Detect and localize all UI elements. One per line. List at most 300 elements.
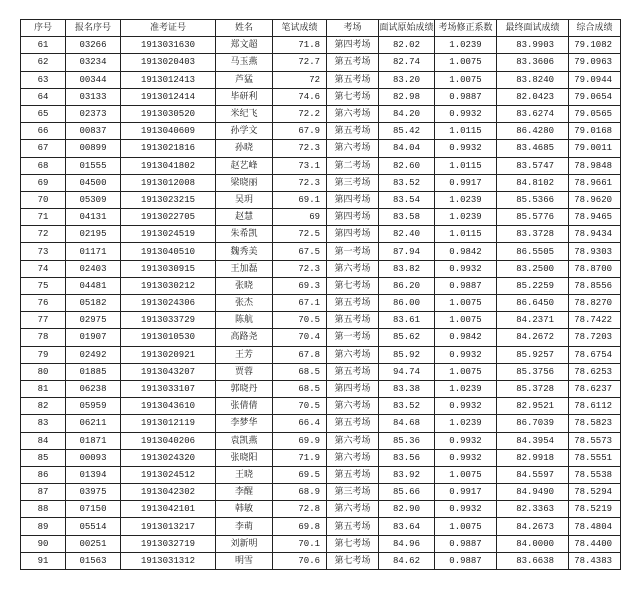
cell-total-score: 78.8700 — [569, 260, 621, 277]
cell-exam-id: 1913043610 — [121, 398, 216, 415]
cell-total-score: 78.9848 — [569, 157, 621, 174]
cell-reg-no: 01885 — [66, 363, 121, 380]
cell-raw-interview: 84.68 — [379, 415, 435, 432]
cell-room-coefficient: 0.9932 — [435, 260, 497, 277]
cell-written-score: 70.5 — [273, 312, 327, 329]
cell-total-score: 78.5219 — [569, 501, 621, 518]
cell-exam-id: 1913031312 — [121, 552, 216, 569]
cell-seq: 79 — [21, 346, 66, 363]
cell-total-score: 78.5294 — [569, 484, 621, 501]
cell-exam-room: 第五考场 — [327, 54, 379, 71]
cell-room-coefficient: 1.0075 — [435, 363, 497, 380]
cell-total-score: 78.9303 — [569, 243, 621, 260]
cell-exam-room: 第五考场 — [327, 363, 379, 380]
cell-raw-interview: 83.92 — [379, 466, 435, 483]
cell-written-score: 70.6 — [273, 552, 327, 569]
cell-name: 赵慧 — [216, 209, 273, 226]
cell-reg-no: 03133 — [66, 88, 121, 105]
cell-raw-interview: 87.94 — [379, 243, 435, 260]
cell-name: 刘新明 — [216, 535, 273, 552]
cell-exam-id: 1913032719 — [121, 535, 216, 552]
cell-room-coefficient: 1.0239 — [435, 37, 497, 54]
cell-exam-room: 第六考场 — [327, 449, 379, 466]
cell-raw-interview: 85.36 — [379, 432, 435, 449]
cell-raw-interview: 83.52 — [379, 174, 435, 191]
cell-total-score: 78.6112 — [569, 398, 621, 415]
header-final-interview: 最终面试成绩 — [497, 20, 569, 37]
cell-exam-room: 第六考场 — [327, 105, 379, 122]
cell-written-score: 72.8 — [273, 501, 327, 518]
cell-exam-room: 第五考场 — [327, 312, 379, 329]
cell-exam-room: 第五考场 — [327, 295, 379, 312]
cell-name: 张杰 — [216, 295, 273, 312]
cell-exam-id: 1913042302 — [121, 484, 216, 501]
cell-raw-interview: 83.56 — [379, 449, 435, 466]
cell-seq: 62 — [21, 54, 66, 71]
cell-exam-room: 第六考场 — [327, 398, 379, 415]
cell-reg-no: 05514 — [66, 518, 121, 535]
table-row — [21, 243, 621, 260]
header-seq: 序号 — [21, 20, 66, 37]
cell-exam-room: 第六考场 — [327, 346, 379, 363]
cell-final-interview: 84.9490 — [497, 484, 569, 501]
cell-exam-id: 1913040609 — [121, 123, 216, 140]
cell-written-score: 70.5 — [273, 398, 327, 415]
cell-total-score: 79.0944 — [569, 71, 621, 88]
cell-exam-room: 第七考场 — [327, 535, 379, 552]
cell-raw-interview: 82.90 — [379, 501, 435, 518]
cell-seq: 70 — [21, 191, 66, 208]
table-row — [21, 88, 621, 105]
cell-name: 李醒 — [216, 484, 273, 501]
cell-total-score: 79.0011 — [569, 140, 621, 157]
cell-exam-id: 1913030212 — [121, 277, 216, 294]
cell-seq: 75 — [21, 277, 66, 294]
cell-name: 郑文超 — [216, 37, 273, 54]
cell-raw-interview: 84.62 — [379, 552, 435, 569]
cell-seq: 71 — [21, 209, 66, 226]
cell-reg-no: 01171 — [66, 243, 121, 260]
cell-room-coefficient: 0.9917 — [435, 174, 497, 191]
header-exam-id: 准考证号 — [121, 20, 216, 37]
cell-name: 赵艺峰 — [216, 157, 273, 174]
cell-reg-no: 00899 — [66, 140, 121, 157]
cell-room-coefficient: 1.0239 — [435, 415, 497, 432]
table-row — [21, 209, 621, 226]
cell-name: 陈航 — [216, 312, 273, 329]
cell-written-score: 72.7 — [273, 54, 327, 71]
cell-final-interview: 83.3728 — [497, 226, 569, 243]
cell-final-interview: 86.6450 — [497, 295, 569, 312]
table-row — [21, 140, 621, 157]
cell-final-interview: 82.9918 — [497, 449, 569, 466]
cell-exam-id: 1913031630 — [121, 37, 216, 54]
cell-total-score: 78.8270 — [569, 295, 621, 312]
cell-seq: 76 — [21, 295, 66, 312]
cell-raw-interview: 83.20 — [379, 71, 435, 88]
table-row — [21, 449, 621, 466]
cell-room-coefficient: 0.9887 — [435, 552, 497, 569]
table-row — [21, 226, 621, 243]
cell-room-coefficient: 0.9917 — [435, 484, 497, 501]
cell-final-interview: 83.8240 — [497, 71, 569, 88]
cell-seq: 74 — [21, 260, 66, 277]
cell-room-coefficient: 0.9932 — [435, 449, 497, 466]
cell-reg-no: 02975 — [66, 312, 121, 329]
cell-total-score: 78.5551 — [569, 449, 621, 466]
cell-seq: 63 — [21, 71, 66, 88]
cell-room-coefficient: 1.0075 — [435, 312, 497, 329]
cell-exam-room: 第五考场 — [327, 415, 379, 432]
cell-written-score: 72 — [273, 71, 327, 88]
cell-room-coefficient: 1.0075 — [435, 518, 497, 535]
cell-exam-room: 第六考场 — [327, 260, 379, 277]
cell-exam-id: 1913012008 — [121, 174, 216, 191]
cell-room-coefficient: 0.9932 — [435, 501, 497, 518]
cell-raw-interview: 85.42 — [379, 123, 435, 140]
cell-total-score: 78.7422 — [569, 312, 621, 329]
cell-final-interview: 86.5505 — [497, 243, 569, 260]
cell-room-coefficient: 0.9932 — [435, 432, 497, 449]
table-row — [21, 466, 621, 483]
cell-reg-no: 04500 — [66, 174, 121, 191]
cell-final-interview: 84.0000 — [497, 535, 569, 552]
cell-written-score: 70.1 — [273, 535, 327, 552]
cell-written-score: 68.9 — [273, 484, 327, 501]
cell-exam-id: 1913040206 — [121, 432, 216, 449]
cell-total-score: 78.6754 — [569, 346, 621, 363]
cell-reg-no: 05309 — [66, 191, 121, 208]
cell-raw-interview: 82.98 — [379, 88, 435, 105]
cell-seq: 82 — [21, 398, 66, 415]
cell-name: 张倩倩 — [216, 398, 273, 415]
cell-raw-interview: 83.54 — [379, 191, 435, 208]
cell-exam-room: 第一考场 — [327, 243, 379, 260]
cell-written-score: 69 — [273, 209, 327, 226]
cell-total-score: 78.6253 — [569, 363, 621, 380]
table-row — [21, 191, 621, 208]
cell-raw-interview: 85.66 — [379, 484, 435, 501]
cell-exam-id: 1913013217 — [121, 518, 216, 535]
score-table — [20, 19, 621, 570]
cell-total-score: 79.0963 — [569, 54, 621, 71]
cell-final-interview: 85.5776 — [497, 209, 569, 226]
cell-exam-room: 第四考场 — [327, 191, 379, 208]
cell-exam-id: 1913030520 — [121, 105, 216, 122]
cell-exam-id: 1913043207 — [121, 363, 216, 380]
cell-exam-room: 第一考场 — [327, 329, 379, 346]
cell-reg-no: 05959 — [66, 398, 121, 415]
cell-room-coefficient: 1.0075 — [435, 71, 497, 88]
cell-written-score: 72.5 — [273, 226, 327, 243]
cell-exam-room: 第五考场 — [327, 123, 379, 140]
cell-room-coefficient: 1.0075 — [435, 54, 497, 71]
cell-name: 毕研利 — [216, 88, 273, 105]
cell-total-score: 78.9661 — [569, 174, 621, 191]
header-reg-no: 报名序号 — [66, 20, 121, 37]
cell-reg-no: 02403 — [66, 260, 121, 277]
cell-total-score: 78.5573 — [569, 432, 621, 449]
cell-reg-no: 03975 — [66, 484, 121, 501]
cell-exam-room: 第四考场 — [327, 380, 379, 397]
cell-name: 梁晓丽 — [216, 174, 273, 191]
cell-name: 王加磊 — [216, 260, 273, 277]
cell-reg-no: 05182 — [66, 295, 121, 312]
cell-raw-interview: 94.74 — [379, 363, 435, 380]
cell-seq: 69 — [21, 174, 66, 191]
cell-seq: 78 — [21, 329, 66, 346]
cell-written-score: 73.1 — [273, 157, 327, 174]
cell-name: 张晓 — [216, 277, 273, 294]
cell-total-score: 78.4400 — [569, 535, 621, 552]
cell-exam-room: 第五考场 — [327, 518, 379, 535]
cell-name: 魏秀美 — [216, 243, 273, 260]
cell-exam-room: 第五考场 — [327, 71, 379, 88]
cell-exam-id: 1913024306 — [121, 295, 216, 312]
cell-reg-no: 01555 — [66, 157, 121, 174]
cell-seq: 77 — [21, 312, 66, 329]
table-row — [21, 535, 621, 552]
cell-final-interview: 84.2672 — [497, 329, 569, 346]
cell-exam-room: 第三考场 — [327, 174, 379, 191]
table-row — [21, 295, 621, 312]
cell-name: 吴玥 — [216, 191, 273, 208]
cell-written-score: 67.9 — [273, 123, 327, 140]
cell-name: 袁凯燕 — [216, 432, 273, 449]
cell-written-score: 71.8 — [273, 37, 327, 54]
table-row — [21, 552, 621, 569]
cell-room-coefficient: 1.0239 — [435, 191, 497, 208]
cell-written-score: 69.8 — [273, 518, 327, 535]
cell-raw-interview: 83.64 — [379, 518, 435, 535]
cell-room-coefficient: 0.9842 — [435, 243, 497, 260]
cell-exam-id: 1913012119 — [121, 415, 216, 432]
table-row — [21, 71, 621, 88]
table-row — [21, 329, 621, 346]
cell-exam-id: 1913020921 — [121, 346, 216, 363]
cell-total-score: 78.5823 — [569, 415, 621, 432]
cell-written-score: 72.3 — [273, 260, 327, 277]
results-document — [20, 19, 620, 570]
cell-final-interview: 84.2371 — [497, 312, 569, 329]
cell-seq: 61 — [21, 37, 66, 54]
cell-final-interview: 83.6274 — [497, 105, 569, 122]
cell-room-coefficient: 1.0239 — [435, 380, 497, 397]
cell-final-interview: 84.8102 — [497, 174, 569, 191]
table-row — [21, 484, 621, 501]
cell-exam-id: 1913022705 — [121, 209, 216, 226]
cell-seq: 87 — [21, 484, 66, 501]
cell-total-score: 78.4383 — [569, 552, 621, 569]
cell-room-coefficient: 0.9932 — [435, 140, 497, 157]
cell-seq: 88 — [21, 501, 66, 518]
cell-exam-id: 1913024519 — [121, 226, 216, 243]
cell-raw-interview: 83.38 — [379, 380, 435, 397]
cell-total-score: 79.1082 — [569, 37, 621, 54]
cell-seq: 85 — [21, 449, 66, 466]
cell-name: 郭晓丹 — [216, 380, 273, 397]
cell-total-score: 78.9465 — [569, 209, 621, 226]
table-row — [21, 37, 621, 54]
cell-name: 王晓 — [216, 466, 273, 483]
cell-seq: 68 — [21, 157, 66, 174]
cell-reg-no: 01871 — [66, 432, 121, 449]
cell-exam-room: 第五考场 — [327, 466, 379, 483]
cell-final-interview: 82.0423 — [497, 88, 569, 105]
cell-seq: 89 — [21, 518, 66, 535]
cell-exam-room: 第七考场 — [327, 88, 379, 105]
cell-exam-id: 1913024320 — [121, 449, 216, 466]
cell-room-coefficient: 0.9887 — [435, 277, 497, 294]
cell-exam-id: 1913033107 — [121, 380, 216, 397]
cell-written-score: 68.5 — [273, 380, 327, 397]
cell-final-interview: 82.9521 — [497, 398, 569, 415]
cell-exam-id: 1913040510 — [121, 243, 216, 260]
cell-written-score: 67.1 — [273, 295, 327, 312]
cell-exam-room: 第四考场 — [327, 209, 379, 226]
cell-raw-interview: 82.40 — [379, 226, 435, 243]
cell-name: 孙晓 — [216, 140, 273, 157]
table-row — [21, 363, 621, 380]
cell-raw-interview: 84.96 — [379, 535, 435, 552]
cell-room-coefficient: 1.0075 — [435, 295, 497, 312]
cell-seq: 90 — [21, 535, 66, 552]
cell-room-coefficient: 0.9887 — [435, 88, 497, 105]
cell-reg-no: 00344 — [66, 71, 121, 88]
cell-exam-id: 1913010530 — [121, 329, 216, 346]
header-written-score: 笔试成绩 — [273, 20, 327, 37]
cell-raw-interview: 82.60 — [379, 157, 435, 174]
cell-name: 孙学文 — [216, 123, 273, 140]
cell-reg-no: 02373 — [66, 105, 121, 122]
cell-final-interview: 83.3606 — [497, 54, 569, 71]
cell-exam-room: 第三考场 — [327, 484, 379, 501]
cell-final-interview: 83.6638 — [497, 552, 569, 569]
table-row — [21, 346, 621, 363]
cell-exam-id: 1913021816 — [121, 140, 216, 157]
cell-reg-no: 03234 — [66, 54, 121, 71]
cell-written-score: 74.6 — [273, 88, 327, 105]
cell-final-interview: 83.2500 — [497, 260, 569, 277]
cell-raw-interview: 84.20 — [379, 105, 435, 122]
table-row — [21, 123, 621, 140]
cell-final-interview: 83.4685 — [497, 140, 569, 157]
cell-final-interview: 84.5597 — [497, 466, 569, 483]
cell-raw-interview: 82.74 — [379, 54, 435, 71]
cell-room-coefficient: 0.9932 — [435, 346, 497, 363]
cell-total-score: 78.5538 — [569, 466, 621, 483]
cell-seq: 86 — [21, 466, 66, 483]
cell-reg-no: 04481 — [66, 277, 121, 294]
cell-raw-interview: 83.58 — [379, 209, 435, 226]
header-exam-room: 考场 — [327, 20, 379, 37]
cell-final-interview: 85.3756 — [497, 363, 569, 380]
cell-seq: 84 — [21, 432, 66, 449]
cell-room-coefficient: 0.9887 — [435, 535, 497, 552]
cell-exam-room: 第四考场 — [327, 37, 379, 54]
cell-written-score: 69.5 — [273, 466, 327, 483]
table-row — [21, 380, 621, 397]
cell-raw-interview: 85.92 — [379, 346, 435, 363]
cell-final-interview: 86.7039 — [497, 415, 569, 432]
table-row — [21, 157, 621, 174]
table-row — [21, 398, 621, 415]
cell-final-interview: 85.3728 — [497, 380, 569, 397]
cell-room-coefficient: 1.0115 — [435, 226, 497, 243]
header-total-score: 综合成绩 — [569, 20, 621, 37]
cell-exam-id: 1913012413 — [121, 71, 216, 88]
cell-written-score: 72.3 — [273, 174, 327, 191]
cell-reg-no: 02492 — [66, 346, 121, 363]
cell-raw-interview: 86.00 — [379, 295, 435, 312]
cell-total-score: 78.9434 — [569, 226, 621, 243]
cell-reg-no: 06238 — [66, 380, 121, 397]
cell-total-score: 78.8556 — [569, 277, 621, 294]
cell-total-score: 78.4804 — [569, 518, 621, 535]
cell-final-interview: 83.9903 — [497, 37, 569, 54]
cell-seq: 67 — [21, 140, 66, 157]
cell-reg-no: 01563 — [66, 552, 121, 569]
table-row — [21, 260, 621, 277]
cell-seq: 81 — [21, 380, 66, 397]
cell-final-interview: 85.5366 — [497, 191, 569, 208]
cell-name: 贾蓉 — [216, 363, 273, 380]
cell-name: 张晓阳 — [216, 449, 273, 466]
cell-final-interview: 82.3363 — [497, 501, 569, 518]
cell-name: 李梦华 — [216, 415, 273, 432]
cell-final-interview: 85.2259 — [497, 277, 569, 294]
table-row — [21, 415, 621, 432]
cell-written-score: 72.3 — [273, 140, 327, 157]
cell-exam-id: 1913020403 — [121, 54, 216, 71]
table-row — [21, 54, 621, 71]
cell-reg-no: 04131 — [66, 209, 121, 226]
cell-reg-no: 00837 — [66, 123, 121, 140]
cell-written-score: 69.9 — [273, 432, 327, 449]
cell-reg-no: 07150 — [66, 501, 121, 518]
cell-room-coefficient: 1.0075 — [435, 466, 497, 483]
cell-seq: 72 — [21, 226, 66, 243]
cell-written-score: 69.3 — [273, 277, 327, 294]
cell-raw-interview: 83.61 — [379, 312, 435, 329]
cell-reg-no: 02195 — [66, 226, 121, 243]
cell-raw-interview: 82.02 — [379, 37, 435, 54]
cell-final-interview: 86.4280 — [497, 123, 569, 140]
cell-written-score: 68.5 — [273, 363, 327, 380]
cell-written-score: 67.8 — [273, 346, 327, 363]
cell-name: 李萌 — [216, 518, 273, 535]
cell-reg-no: 00251 — [66, 535, 121, 552]
cell-raw-interview: 83.82 — [379, 260, 435, 277]
cell-seq: 64 — [21, 88, 66, 105]
cell-exam-id: 1913024512 — [121, 466, 216, 483]
cell-exam-room: 第七考场 — [327, 552, 379, 569]
cell-name: 马玉燕 — [216, 54, 273, 71]
cell-written-score: 70.4 — [273, 329, 327, 346]
cell-room-coefficient: 0.9932 — [435, 105, 497, 122]
cell-final-interview: 84.3954 — [497, 432, 569, 449]
cell-reg-no: 00093 — [66, 449, 121, 466]
cell-room-coefficient: 0.9932 — [435, 398, 497, 415]
cell-name: 王芳 — [216, 346, 273, 363]
cell-total-score: 79.0168 — [569, 123, 621, 140]
cell-written-score: 69.1 — [273, 191, 327, 208]
cell-seq: 65 — [21, 105, 66, 122]
cell-seq: 73 — [21, 243, 66, 260]
cell-exam-room: 第六考场 — [327, 501, 379, 518]
cell-total-score: 78.7203 — [569, 329, 621, 346]
cell-exam-id: 1913033729 — [121, 312, 216, 329]
